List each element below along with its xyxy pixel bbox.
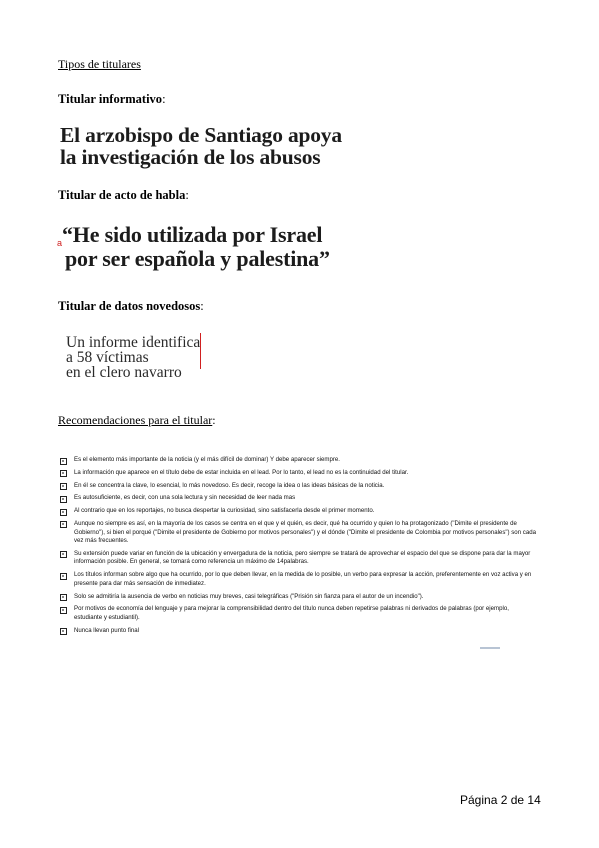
label-suffix: :	[200, 299, 204, 313]
list-item-text: Por motivos de economía del lenguaje y para mejorar la comprensibilidad dentro del título nunca deben repetirse palabras ni derivados de palabras (por ejemplo, estudiante y estudiantil).	[74, 605, 509, 621]
headline-datos	[66, 335, 200, 380]
label-suffix: :	[185, 188, 189, 202]
list-item-text: Aunque no siempre es así, en la mayoría de los casos se centra en el que y el quién, es decir, qué ha ocurrido y quien lo ha protagonizado ("Dimite el presidente de Gobierno"), si bien el porqué ("Dimite el presidente de Gobierno por motivos personales") y el dónde ("Dimite el presidente de Colombia por motivos personales") son cada vez más frecuentes.	[74, 519, 536, 545]
list-item	[60, 571, 538, 588]
checkbox-bullet-icon	[60, 458, 67, 465]
page-number: Página 2 de 14	[460, 793, 541, 807]
label-titular-acto-habla	[58, 188, 189, 203]
headline-line: El arzobispo de Santiago apoya	[60, 123, 342, 147]
list-item-text: Al contrario que en los reportajes, no busca despertar la curiosidad, sino satisfacerla desde el primer momento.	[74, 507, 375, 515]
checkbox-bullet-icon	[60, 628, 67, 635]
list-item	[60, 627, 538, 636]
checkbox-bullet-icon	[60, 607, 67, 614]
list-item	[60, 520, 538, 546]
scan-artifact	[480, 647, 500, 649]
checkbox-bullet-icon	[60, 509, 67, 516]
recomendaciones-suffix: :	[212, 413, 216, 427]
list-item	[60, 494, 538, 503]
label-text: Titular informativo	[58, 92, 163, 106]
list-item-text: En él se concentra la clave, lo esencial, lo más novedoso. Es decir, recoge la idea o las ideas básicas de la noticia.	[74, 481, 385, 489]
headline-line: la investigación de los abusos	[60, 145, 321, 169]
label-titular-datos	[58, 299, 204, 314]
list-item-text: Los títulos informan sobre algo que ha ocurrido, por lo que deben llevar, en la medida de lo posible, un verbo para expresar la acción, preferentemente en voz activa y en presente para dar más sensación de inmediatez.	[74, 571, 532, 587]
list-item	[60, 550, 538, 567]
headline-informativo	[60, 124, 342, 168]
checkbox-bullet-icon	[60, 594, 67, 601]
list-item-text: Su extensión puede variar en función de la ubicación y envergadura de la noticia, pero siempre se tratará de aprovechar el espacio del que se dispone para dar la mayor información posible. En general, se tomará como referencia un máximo de 14palabras.	[74, 549, 531, 566]
list-item	[60, 469, 538, 478]
checkbox-bullet-icon	[60, 573, 67, 580]
list-item-text: Nunca llevan punto final	[74, 626, 140, 634]
headline-acto-habla	[62, 223, 330, 271]
list-item-text: Es autosuficiente, es decir, con una sola lectura y sin necesidad de leer nada mas	[74, 494, 296, 502]
label-suffix: :	[162, 92, 166, 106]
list-item	[60, 593, 538, 602]
recommendations-list	[60, 456, 538, 640]
headline-line: Un informe identifica	[66, 334, 201, 351]
headline-line: a 58 víctimas	[66, 349, 149, 366]
list-item-text: La información que aparece en el título debe de estar incluida en el lead. Por lo tanto, el lead no es la continuidad del titular.	[74, 468, 409, 476]
list-item-text: Es el elemento más importante de la noticia (y el más difícil de dominar) Y debe aparecer siempre.	[74, 456, 340, 463]
list-item	[60, 605, 538, 622]
label-text: Titular de datos novedosos	[58, 299, 201, 313]
label-titular-informativo	[58, 92, 166, 107]
headline-line: “He sido utilizada por Israel	[62, 222, 323, 247]
list-item	[60, 507, 538, 516]
checkbox-bullet-icon	[60, 470, 67, 477]
annotation-mark: a	[57, 238, 63, 248]
checkbox-bullet-icon	[60, 483, 67, 490]
label-text: Titular de acto de habla	[58, 188, 186, 202]
list-item-text: Solo se admitiría la ausencia de verbo en noticias muy breves, casi telegráficas ("Prisión sin fianza para el autor de un incendio").	[74, 592, 424, 600]
list-item	[60, 482, 538, 491]
list-item	[60, 456, 538, 465]
recomendaciones-title: Recomendaciones para el titular	[58, 413, 213, 427]
annotation-line	[200, 333, 201, 369]
checkbox-bullet-icon	[60, 521, 67, 528]
headline-line: por ser española y palestina”	[65, 246, 330, 271]
section-title-recomendaciones	[58, 413, 216, 428]
checkbox-bullet-icon	[60, 551, 67, 558]
headline-line: en el clero navarro	[66, 364, 182, 381]
section-title-tipos: Tipos de titulares	[58, 57, 141, 71]
checkbox-bullet-icon	[60, 496, 67, 503]
